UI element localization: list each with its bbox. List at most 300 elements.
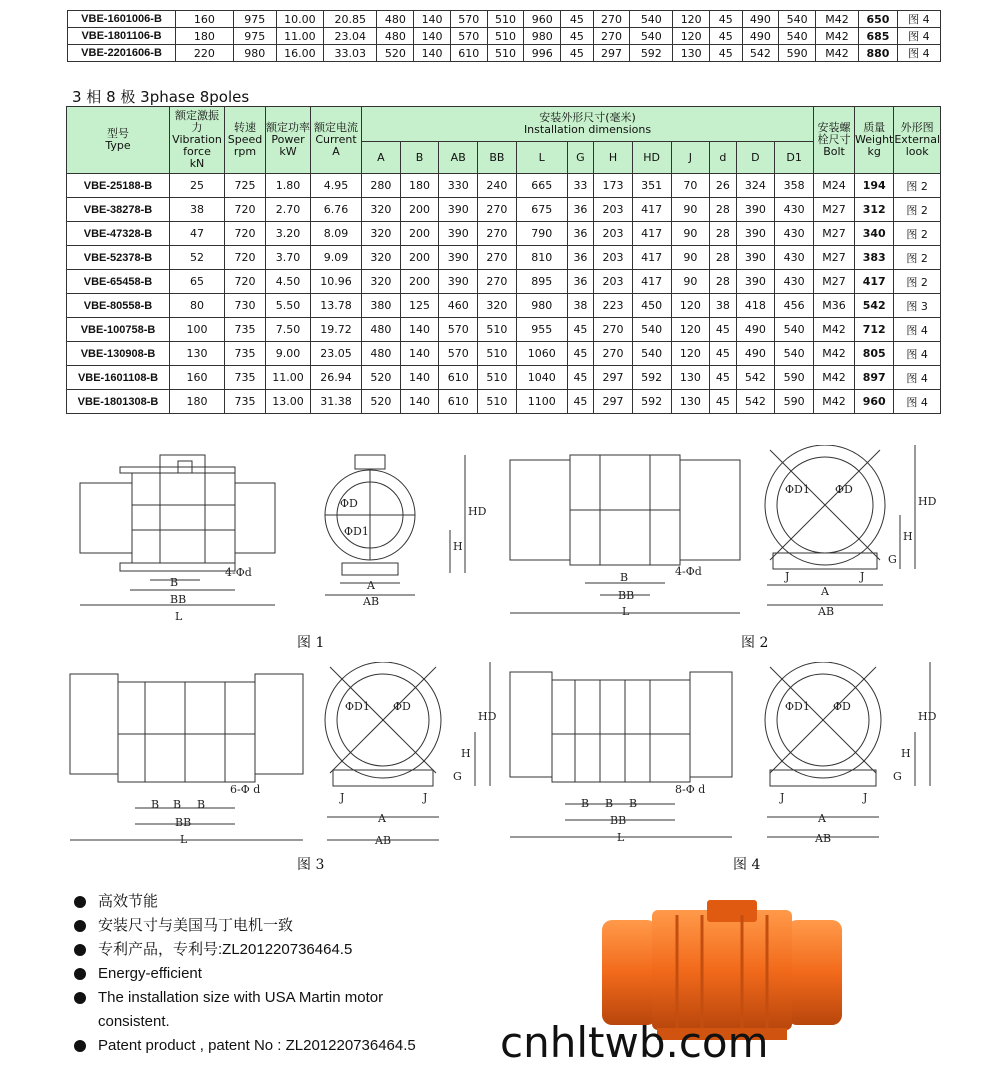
table-cell: 13.00 <box>266 390 311 414</box>
table-cell: 45 <box>710 342 736 366</box>
header-dim-a: A <box>362 142 401 174</box>
table-cell: 450 <box>632 294 671 318</box>
table-cell: 542 <box>736 390 775 414</box>
model-cell: VBE-38278-B <box>67 198 170 222</box>
table-cell: 9.09 <box>311 246 362 270</box>
table-cell: 735 <box>225 342 266 366</box>
table-cell: 390 <box>736 246 775 270</box>
table-cell: 33.03 <box>323 45 377 62</box>
table-cell: 270 <box>593 28 630 45</box>
table-cell: 390 <box>439 198 478 222</box>
table-cell: 1040 <box>516 366 567 390</box>
table-cell: 140 <box>400 390 439 414</box>
table-cell: 5.50 <box>266 294 311 318</box>
table-cell: 270 <box>594 318 633 342</box>
table-cell: 203 <box>594 270 633 294</box>
table-cell: 图 2 <box>894 270 941 294</box>
table-cell: 725 <box>225 174 266 198</box>
table-cell: 297 <box>594 366 633 390</box>
table-cell: 320 <box>362 270 401 294</box>
watermark-text: cnhltwb.com <box>500 1018 769 1067</box>
table-cell: 510 <box>487 28 524 45</box>
table-cell: 330 <box>439 174 478 198</box>
table-cell: 23.04 <box>323 28 377 45</box>
table-cell: 120 <box>671 294 710 318</box>
top-spec-table <box>67 10 941 62</box>
table-cell: 480 <box>362 318 401 342</box>
table-cell: 80 <box>170 294 225 318</box>
table-cell: 975 <box>233 28 276 45</box>
table-cell: 130 <box>170 342 225 366</box>
table-cell: 36 <box>567 222 593 246</box>
table-cell: M42 <box>814 366 855 390</box>
dim-label-h: H <box>461 747 471 760</box>
table-row <box>67 366 941 390</box>
table-cell: 38 <box>170 198 225 222</box>
table-cell: 417 <box>632 198 671 222</box>
model-cell: VBE-65458-B <box>67 270 170 294</box>
dim-label-d: ΦD <box>393 700 411 713</box>
table-cell: 图 2 <box>894 246 941 270</box>
table-cell: 3.20 <box>266 222 311 246</box>
table-cell: 90 <box>671 270 710 294</box>
table-cell: 140 <box>400 366 439 390</box>
dim-label-b: B <box>170 576 179 589</box>
table-cell: 36 <box>567 246 593 270</box>
header-type: 型号 Type <box>67 107 170 174</box>
dim-label-j: J <box>423 791 428 804</box>
model-cell: VBE-1601006-B <box>68 11 176 28</box>
table-cell: 570 <box>439 318 478 342</box>
table-cell: 45 <box>710 11 743 28</box>
table-cell: 270 <box>593 11 630 28</box>
dim-label-holes: 4-Φd <box>675 565 702 578</box>
table-cell: 33 <box>567 174 593 198</box>
section-title: 3 相 8 极 3phase 8poles <box>72 88 250 106</box>
table-cell: M42 <box>816 11 859 28</box>
table-cell: 540 <box>775 342 814 366</box>
table-cell: 480 <box>362 342 401 366</box>
table-row <box>67 222 941 246</box>
table-cell: 图 4 <box>897 28 940 45</box>
table-cell: 1100 <box>516 390 567 414</box>
model-cell: VBE-47328-B <box>67 222 170 246</box>
dim-label-l: L <box>180 833 188 846</box>
dim-label-holes: 6-Φ d <box>230 783 261 796</box>
table-cell: 340 <box>855 222 894 246</box>
header-dim-d: d <box>710 142 736 174</box>
table-cell: 720 <box>225 270 266 294</box>
table-cell: 28 <box>710 270 736 294</box>
table-cell: 23.05 <box>311 342 362 366</box>
table-cell: 90 <box>671 222 710 246</box>
table-cell: 675 <box>516 198 567 222</box>
header-dim-d1: D1 <box>775 142 814 174</box>
header-dim-h: H <box>594 142 633 174</box>
figure-2-label: 图 2 <box>741 635 769 651</box>
table-row <box>67 342 941 366</box>
dim-label-ab: AB <box>363 595 380 608</box>
table-cell: 270 <box>478 198 517 222</box>
table-cell: 480 <box>377 28 414 45</box>
table-cell: 4.95 <box>311 174 362 198</box>
table-cell: 490 <box>742 28 779 45</box>
table-row <box>68 11 941 28</box>
dim-label-d1: ΦD1 <box>785 700 810 713</box>
table-row <box>68 45 941 62</box>
table-cell: 510 <box>478 366 517 390</box>
table-cell: 390 <box>439 270 478 294</box>
header-bolt: 安装螺栓尺寸 Bolt <box>814 107 855 174</box>
table-row <box>67 294 941 318</box>
table-cell: 955 <box>516 318 567 342</box>
dim-label-g: G <box>893 770 902 783</box>
table-cell: 45 <box>710 45 743 62</box>
table-cell: 11.00 <box>266 366 311 390</box>
table-cell: 70 <box>671 174 710 198</box>
table-cell: 11.00 <box>276 28 323 45</box>
table-cell: 45 <box>567 342 593 366</box>
table-cell: 735 <box>225 318 266 342</box>
table-cell: 图 4 <box>897 45 940 62</box>
table-cell: 图 2 <box>894 174 941 198</box>
table-row <box>68 28 941 45</box>
table-row <box>67 198 941 222</box>
table-cell: 125 <box>400 294 439 318</box>
table-cell: 540 <box>632 342 671 366</box>
table-cell: 720 <box>225 222 266 246</box>
table-cell: 320 <box>362 246 401 270</box>
header-look: 外形图 External look <box>894 107 941 174</box>
table-cell: 430 <box>775 270 814 294</box>
table-cell: 图 4 <box>894 366 941 390</box>
table-cell: 180 <box>176 28 234 45</box>
table-cell: 130 <box>671 366 710 390</box>
model-cell: VBE-2201606-B <box>68 45 176 62</box>
table-cell: 980 <box>516 294 567 318</box>
table-cell: 25 <box>170 174 225 198</box>
feature-item: 专利产品，专利号:ZL201220736464.5 <box>72 938 492 962</box>
table-cell: 540 <box>630 11 673 28</box>
table-cell: 592 <box>632 366 671 390</box>
model-cell: VBE-25188-B <box>67 174 170 198</box>
dim-label-d1: ΦD1 <box>785 483 810 496</box>
table-cell: 390 <box>736 270 775 294</box>
table-cell: 460 <box>439 294 478 318</box>
table-cell: 540 <box>632 318 671 342</box>
table-row <box>67 174 941 198</box>
table-cell: 140 <box>414 28 451 45</box>
dim-label-h: H <box>903 530 913 543</box>
feature-item: Energy-efficient <box>72 962 492 986</box>
table-cell: 417 <box>632 246 671 270</box>
figure-4-label: 图 4 <box>733 857 761 873</box>
table-cell: 45 <box>561 28 594 45</box>
table-cell: 200 <box>400 222 439 246</box>
table-cell: 590 <box>779 45 816 62</box>
table-cell: 324 <box>736 174 775 198</box>
table-cell: 540 <box>775 318 814 342</box>
table-cell: 180 <box>170 390 225 414</box>
dim-label-ab: AB <box>375 834 392 847</box>
header-dim-g: G <box>567 142 593 174</box>
table-cell: 140 <box>400 342 439 366</box>
table-cell: 203 <box>594 246 633 270</box>
table-cell: 220 <box>176 45 234 62</box>
table-cell: 980 <box>233 45 276 62</box>
table-cell: 592 <box>630 45 673 62</box>
dim-label-h: H <box>453 540 463 553</box>
dim-label-g: G <box>888 553 897 566</box>
table-cell: 203 <box>594 222 633 246</box>
header-dim-j: J <box>671 142 710 174</box>
figure-3-drawing <box>65 662 505 852</box>
figure-1-label: 图 1 <box>297 635 325 651</box>
table-cell: 720 <box>225 246 266 270</box>
table-cell: 240 <box>478 174 517 198</box>
table-cell: 8.09 <box>311 222 362 246</box>
table-cell: 223 <box>594 294 633 318</box>
table-cell: 320 <box>362 198 401 222</box>
dim-label-bb: BB <box>170 593 187 606</box>
dim-label-b: B <box>151 798 160 811</box>
dim-label-j: J <box>780 791 785 804</box>
table-cell: 297 <box>594 390 633 414</box>
table-cell: 160 <box>176 11 234 28</box>
table-cell: 297 <box>593 45 630 62</box>
table-cell: 45 <box>710 390 736 414</box>
table-cell: 36 <box>567 270 593 294</box>
table-cell: 200 <box>400 198 439 222</box>
table-row <box>67 246 941 270</box>
dim-label-bb: BB <box>618 589 635 602</box>
table-cell: 895 <box>516 270 567 294</box>
table-cell: 650 <box>859 11 898 28</box>
dim-label-a: A <box>818 812 826 825</box>
table-cell: 45 <box>710 28 743 45</box>
table-cell: 735 <box>225 366 266 390</box>
table-cell: 540 <box>779 28 816 45</box>
dim-label-j: J <box>340 791 345 804</box>
table-cell: 810 <box>516 246 567 270</box>
table-cell: 390 <box>439 246 478 270</box>
table-cell: 90 <box>671 198 710 222</box>
table-cell: 10.00 <box>276 11 323 28</box>
table-cell: 38 <box>710 294 736 318</box>
table-cell: 270 <box>478 270 517 294</box>
feature-item: The installation size with USA Martin motor consistent. <box>72 986 428 1034</box>
table-cell: M42 <box>816 45 859 62</box>
table-cell: 390 <box>736 222 775 246</box>
table-cell: 510 <box>487 11 524 28</box>
table-cell: 490 <box>742 11 779 28</box>
table-cell: 590 <box>775 366 814 390</box>
dim-label-hd: HD <box>918 495 937 508</box>
table-cell: 45 <box>710 366 736 390</box>
dim-label-l: L <box>175 610 183 623</box>
header-dim-hd: HD <box>632 142 671 174</box>
table-cell: 490 <box>736 342 775 366</box>
table-cell: 120 <box>671 342 710 366</box>
table-cell: M27 <box>814 270 855 294</box>
table-cell: 10.96 <box>311 270 362 294</box>
dim-label-ab: AB <box>818 605 835 618</box>
table-cell: 730 <box>225 294 266 318</box>
dim-label-b: B <box>173 798 182 811</box>
header-power: 额定功率 Power kW <box>266 107 311 174</box>
table-cell: 130 <box>673 45 710 62</box>
header-dim-bb: BB <box>478 142 517 174</box>
table-cell: 805 <box>855 342 894 366</box>
table-cell: 590 <box>775 390 814 414</box>
table-cell: 120 <box>673 28 710 45</box>
table-cell: M42 <box>816 28 859 45</box>
table-cell: 1.80 <box>266 174 311 198</box>
model-cell: VBE-1601108-B <box>67 366 170 390</box>
table-cell: 592 <box>632 390 671 414</box>
table-cell: 45 <box>567 390 593 414</box>
table-cell: 430 <box>775 198 814 222</box>
table-cell: M24 <box>814 174 855 198</box>
table-cell: 270 <box>478 246 517 270</box>
model-cell: VBE-1801308-B <box>67 390 170 414</box>
dim-label-hd: HD <box>478 710 497 723</box>
figure-4-drawing <box>505 662 945 852</box>
table-cell: 975 <box>233 11 276 28</box>
table-cell: 100 <box>170 318 225 342</box>
table-cell: 140 <box>414 11 451 28</box>
table-cell: 520 <box>362 366 401 390</box>
figure-1-drawing <box>70 445 490 630</box>
dim-label-j: J <box>860 570 865 583</box>
header-dim-l: L <box>516 142 567 174</box>
table-cell: 16.00 <box>276 45 323 62</box>
table-cell: 173 <box>594 174 633 198</box>
header-current: 额定电流 Current A <box>311 107 362 174</box>
table-cell: 280 <box>362 174 401 198</box>
dim-label-d1: ΦD1 <box>344 525 369 538</box>
table-row <box>67 390 941 414</box>
table-row <box>67 318 941 342</box>
table-cell: 542 <box>742 45 779 62</box>
table-cell: 28 <box>710 246 736 270</box>
dim-label-g: G <box>453 770 462 783</box>
table-cell: 200 <box>400 270 439 294</box>
header-dim-b: B <box>400 142 439 174</box>
table-cell: 980 <box>524 28 561 45</box>
feature-list <box>72 890 492 1058</box>
table-cell: 351 <box>632 174 671 198</box>
header-dim-ab: AB <box>439 142 478 174</box>
dim-label-ab: AB <box>815 832 832 845</box>
table-cell: M42 <box>814 342 855 366</box>
table-cell: 996 <box>524 45 561 62</box>
table-cell: 320 <box>478 294 517 318</box>
table-cell: 610 <box>439 390 478 414</box>
table-cell: 520 <box>377 45 414 62</box>
dim-label-j: J <box>785 570 790 583</box>
table-cell: 4.50 <box>266 270 311 294</box>
table-cell: 120 <box>673 11 710 28</box>
dim-label-b: B <box>620 571 629 584</box>
dim-label-j: J <box>863 791 868 804</box>
dim-label-b: B <box>605 797 614 810</box>
header-force: 额定激振力 Vibration force kN <box>170 107 225 174</box>
table-cell: M36 <box>814 294 855 318</box>
dim-label-b: B <box>197 798 206 811</box>
table-cell: 38 <box>567 294 593 318</box>
table-cell: 456 <box>775 294 814 318</box>
dim-label-d1: ΦD1 <box>345 700 370 713</box>
table-cell: 13.78 <box>311 294 362 318</box>
dim-label-holes: 4-Φd <box>225 566 252 579</box>
dim-label-hd: HD <box>468 505 487 518</box>
table-cell: 28 <box>710 198 736 222</box>
table-cell: 26 <box>710 174 736 198</box>
table-cell: 383 <box>855 246 894 270</box>
header-speed: 转速 Speed rpm <box>225 107 266 174</box>
table-cell: 510 <box>487 45 524 62</box>
model-cell: VBE-130908-B <box>67 342 170 366</box>
dim-label-a: A <box>378 812 386 825</box>
table-cell: 417 <box>632 222 671 246</box>
header-weight: 质量 Weight kg <box>855 107 894 174</box>
table-cell: 610 <box>450 45 487 62</box>
table-cell: 160 <box>170 366 225 390</box>
dim-label-l: L <box>622 605 630 618</box>
table-cell: 510 <box>478 318 517 342</box>
model-cell: VBE-52378-B <box>67 246 170 270</box>
table-cell: 312 <box>855 198 894 222</box>
table-cell: 735 <box>225 390 266 414</box>
model-cell: VBE-80558-B <box>67 294 170 318</box>
table-cell: 52 <box>170 246 225 270</box>
spec-table-8poles <box>66 106 941 414</box>
table-cell: 1060 <box>516 342 567 366</box>
model-cell: VBE-100758-B <box>67 318 170 342</box>
model-cell: VBE-1801106-B <box>68 28 176 45</box>
table-cell: 26.94 <box>311 366 362 390</box>
dim-label-b: B <box>581 797 590 810</box>
feature-item: 安装尺寸与美国马丁电机一致 <box>72 914 492 938</box>
dim-label-l: L <box>617 831 625 844</box>
dim-label-hd: HD <box>918 710 937 723</box>
dim-label-bb: BB <box>175 816 192 829</box>
table-cell: 510 <box>478 390 517 414</box>
table-cell: 570 <box>450 28 487 45</box>
table-cell: 200 <box>400 246 439 270</box>
table-cell: 665 <box>516 174 567 198</box>
table-cell: M27 <box>814 246 855 270</box>
dim-label-a: A <box>367 579 375 592</box>
dim-label-a: A <box>821 585 829 598</box>
table-cell: 520 <box>362 390 401 414</box>
table-cell: 570 <box>450 11 487 28</box>
table-cell: 19.72 <box>311 318 362 342</box>
table-cell: 270 <box>478 222 517 246</box>
table-cell: 2.70 <box>266 198 311 222</box>
table-cell: 390 <box>736 198 775 222</box>
figure-2-drawing <box>505 445 945 630</box>
table-cell: 390 <box>439 222 478 246</box>
table-cell: 7.50 <box>266 318 311 342</box>
table-cell: M42 <box>814 390 855 414</box>
figure-3-label: 图 3 <box>297 857 325 873</box>
table-cell: M27 <box>814 222 855 246</box>
table-cell: 图 2 <box>894 198 941 222</box>
feature-item: Patent product , patent No : ZL201220736464.5 <box>72 1034 492 1058</box>
table-cell: 31.38 <box>311 390 362 414</box>
